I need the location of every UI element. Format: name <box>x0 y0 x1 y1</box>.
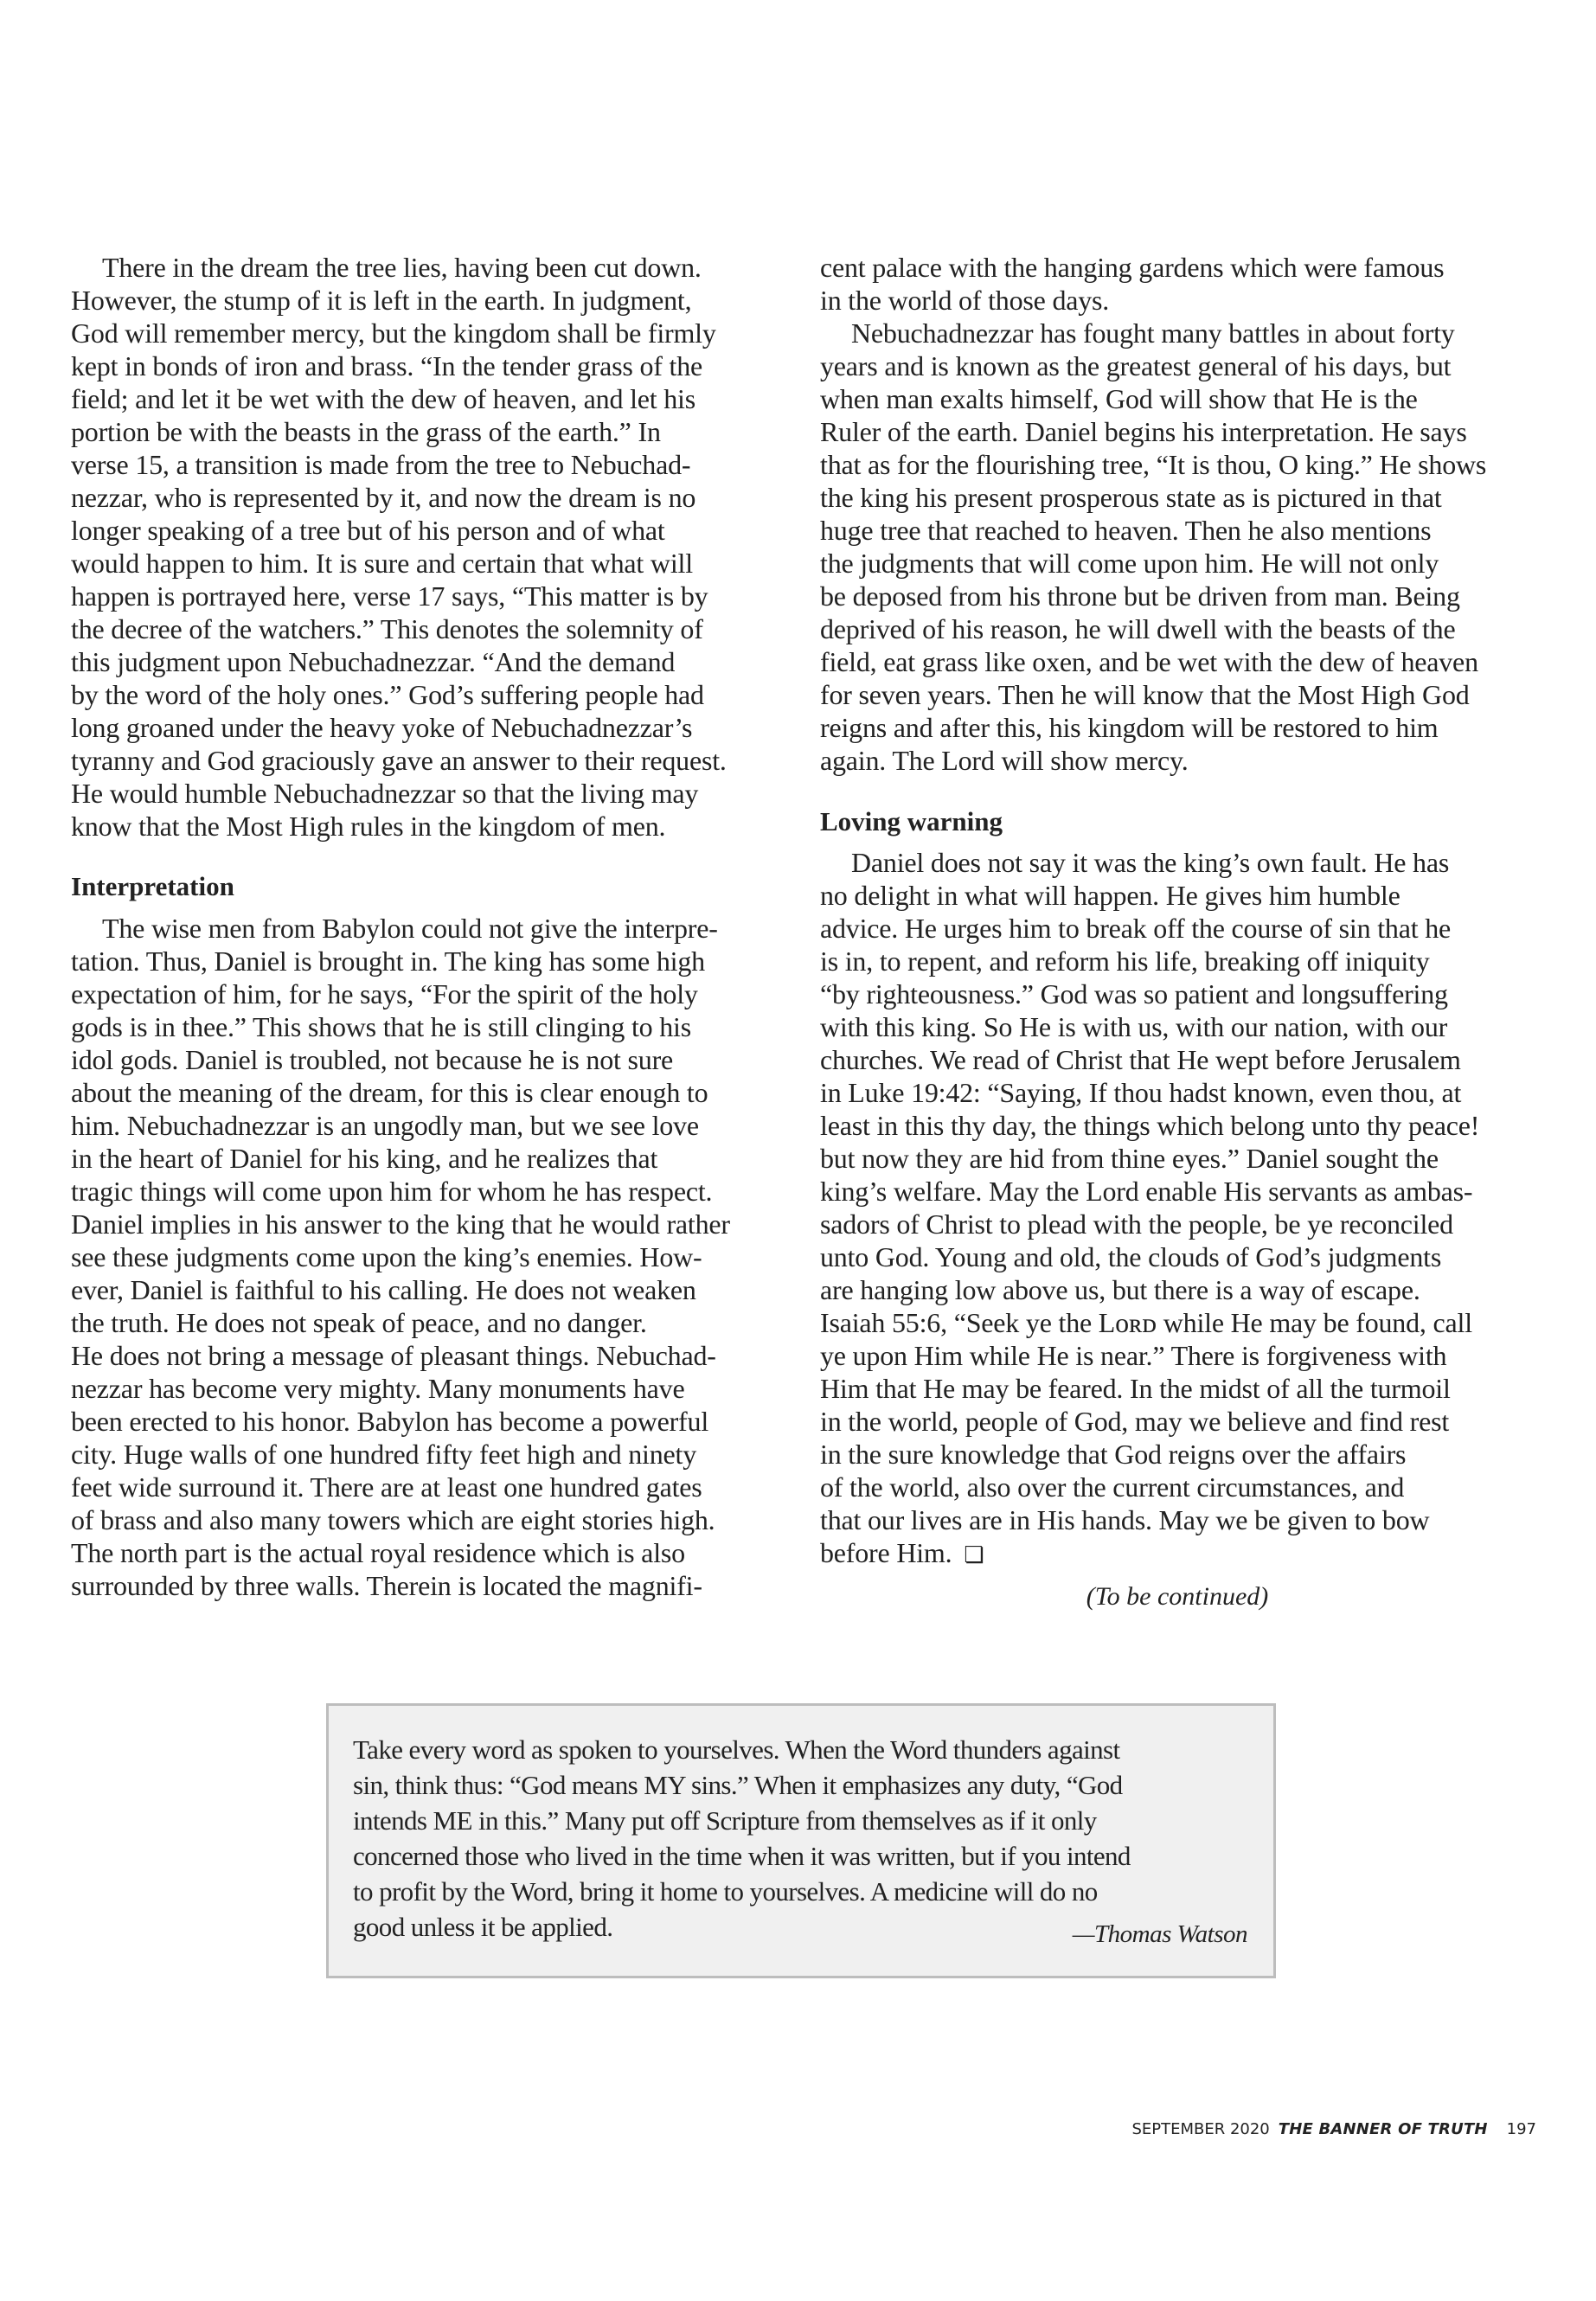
text-line: God will remember mercy, but the kingdom shall be firmly <box>71 317 716 349</box>
text-line: in the world, people of God, may we believe and find rest <box>820 1406 1450 1437</box>
quote-line: good unless it be applied. <box>353 1912 613 1942</box>
text-line: sadors of Christ to plead with the people, be ye reconciled <box>820 1208 1453 1240</box>
quote-line: Take every word as spoken to yourselves. When the Word thunders against <box>353 1734 1120 1765</box>
text-line: tation. Thus, Daniel is brought in. The king has some high <box>71 945 705 977</box>
text-line: The wise men from Babylon could not give the interpre- <box>102 913 718 944</box>
text-line: The north part is the actual royal residence which is also <box>71 1537 685 1568</box>
paragraph-continued <box>820 251 1535 317</box>
paragraph <box>71 912 785 1602</box>
text-line: feet wide surround it. There are at least one hundred gates <box>71 1471 702 1503</box>
text-line: know that the Most High rules in the kingdom of men. <box>71 811 666 842</box>
text-line: ye upon Him while He is near.” There is forgiveness with <box>820 1340 1447 1371</box>
magazine-title: THE BANNER OF TRUTH <box>1278 2120 1488 2138</box>
quote-box <box>326 1703 1276 1978</box>
end-mark-icon: ❏ <box>964 1542 984 1568</box>
text-line: that as for the flourishing tree, “It is thou, O king.” He shows <box>820 449 1487 480</box>
text-line: long groaned under the heavy yoke of Nebuchadnezzar’s <box>71 712 693 743</box>
paragraph <box>820 317 1535 777</box>
text-line: happen is portrayed here, verse 17 says, “This matter is by <box>71 580 708 612</box>
text-line: again. The Lord will show mercy. <box>820 745 1189 776</box>
text-line: Isaiah 55:6, “Seek ye the Lᴏʀᴅ while He may be found, call <box>820 1307 1472 1338</box>
text-line: see these judgments come upon the king’s enemies. How- <box>71 1241 702 1272</box>
section-heading-interpretation: Interpretation <box>71 871 234 901</box>
quote-line: intends ME in this.” Many put off Scripture from themselves as if it only <box>353 1805 1097 1836</box>
text-line: There in the dream the tree lies, having been cut down. <box>102 252 702 283</box>
text-line: portion be with the beasts in the grass of the earth.” In <box>71 416 661 447</box>
text-line: in the sure knowledge that God reigns over the affairs <box>820 1439 1407 1470</box>
section-heading-loving-warning: Loving warning <box>820 806 1003 836</box>
text-line: However, the stump of it is left in the earth. In judgment, <box>71 285 692 316</box>
text-line: been erected to his honor. Babylon has become a powerful <box>71 1406 709 1437</box>
right-column <box>820 251 1535 1569</box>
text-line: in the world of those days. <box>820 285 1110 316</box>
page-footer <box>1131 2120 1536 2138</box>
text-line: in Luke 19:42: “Saying, If thou hadst known, even thou, at <box>820 1077 1462 1108</box>
text-line: the truth. He does not speak of peace, and no danger. <box>71 1307 647 1338</box>
text-line: are hanging low above us, but there is a way of escape. <box>820 1274 1420 1305</box>
text-line: about the meaning of the dream, for this is clear enough to <box>71 1077 708 1108</box>
text-line: field; and let it be wet with the dew of heaven, and let his <box>71 383 696 414</box>
text-line: with this king. So He is with us, with our nation, with our <box>820 1011 1448 1042</box>
text-line: deprived of his reason, he will dwell with the beasts of the <box>820 613 1456 644</box>
text-line: expectation of him, for he says, “For the spirit of the holy <box>71 978 698 1009</box>
text-line: but now they are hid from thine eyes.” Daniel sought the <box>820 1143 1439 1174</box>
text-line: for seven years. Then he will know that the Most High God <box>820 679 1470 710</box>
text-line: is in, to repent, and reform his life, breaking off iniquity <box>820 945 1430 977</box>
text-line: when man exalts himself, God will show that He is the <box>820 383 1418 414</box>
text-line: no delight in what will happen. He gives him humble <box>820 880 1401 911</box>
text-line: nezzar, who is represented by it, and now the dream is no <box>71 482 696 513</box>
text-line: Daniel implies in his answer to the king that he would rather <box>71 1208 730 1240</box>
text-line: of the world, also over the current circumstances, and <box>820 1471 1405 1503</box>
page-number: 197 <box>1506 2120 1536 2138</box>
text-line: least in this thy day, the things which belong unto thy peace! <box>820 1110 1480 1141</box>
text-line: advice. He urges him to break off the course of sin that he <box>820 913 1452 944</box>
text-line: Nebuchadnezzar has fought many battles in about forty <box>851 317 1455 349</box>
text-line: kept in bonds of iron and brass. “In the tender grass of the <box>71 350 703 381</box>
text-line: would happen to him. It is sure and certain that what will <box>71 548 693 579</box>
text-line: the decree of the watchers.” This denotes the solemnity of <box>71 613 703 644</box>
text-line: years and is known as the greatest general of his days, but <box>820 350 1452 381</box>
text-line: verse 15, a transition is made from the tree to Nebuchad- <box>71 449 691 480</box>
text-line: in the heart of Daniel for his king, and he realizes that <box>71 1143 658 1174</box>
text-line: He does not bring a message of pleasant things. Nebuchad- <box>71 1340 716 1371</box>
quote-attribution: —Thomas Watson <box>1072 1920 1247 1948</box>
quote-line: sin, think thus: “God means MY sins.” When it emphasizes any duty, “God <box>353 1770 1123 1800</box>
text-line: cent palace with the hanging gardens which were famous <box>820 252 1445 283</box>
paragraph <box>820 846 1535 1569</box>
text-line: Him that He may be feared. In the midst of all the turmoil <box>820 1373 1451 1404</box>
text-line: huge tree that reached to heaven. Then he also mentions <box>820 515 1432 546</box>
to-be-continued: (To be continued) <box>1086 1582 1269 1611</box>
quote-line: concerned those who lived in the time when it was written, but if you intend <box>353 1841 1131 1871</box>
text-line: Daniel does not say it was the king’s own fault. He has <box>851 847 1450 878</box>
paragraph <box>71 251 785 843</box>
text-line: king’s welfare. May the Lord enable His servants as ambas- <box>820 1176 1473 1207</box>
text-line: nezzar has become very mighty. Many monuments have <box>71 1373 685 1404</box>
text-line: surrounded by three walls. Therein is located the magnifi- <box>71 1570 702 1601</box>
issue-date: SEPTEMBER 2020 <box>1131 2120 1270 2138</box>
text-line: the judgments that will come upon him. He will not only <box>820 548 1439 579</box>
text-line: idol gods. Daniel is troubled, not because he is not sure <box>71 1044 674 1075</box>
last-line <box>820 1536 1535 1569</box>
text-line: gods is in thee.” This shows that he is still clinging to his <box>71 1011 691 1042</box>
text-line: tyranny and God graciously gave an answer to their request. <box>71 745 727 776</box>
text-line: tragic things will come upon him for whom he has respect. <box>71 1176 713 1207</box>
text-line: field, eat grass like oxen, and be wet with the dew of heaven <box>820 646 1478 677</box>
text-line: by the word of the holy ones.” God’s suffering people had <box>71 679 704 710</box>
text-line: city. Huge walls of one hundred fifty feet high and ninety <box>71 1439 697 1470</box>
quote-line: to profit by the Word, bring it home to yourselves. A medicine will do no <box>353 1876 1098 1907</box>
text-line: “by righteousness.” God was so patient and longsuffering <box>820 978 1448 1009</box>
text-line: reigns and after this, his kingdom will be restored to him <box>820 712 1439 743</box>
text-line: ever, Daniel is faithful to his calling. He does not weaken <box>71 1274 696 1305</box>
text-line: be deposed from his throne but be driven from man. Being <box>820 580 1460 612</box>
text-line: churches. We read of Christ that He wept before Jerusalem <box>820 1044 1461 1075</box>
text-line: that our lives are in His hands. May we be given to bow <box>820 1504 1430 1535</box>
text-line: longer speaking of a tree but of his person and of what <box>71 515 665 546</box>
text-line: this judgment upon Nebuchadnezzar. “And the demand <box>71 646 676 677</box>
text-line: Ruler of the earth. Daniel begins his interpretation. He says <box>820 416 1467 447</box>
text-line: the king his present prosperous state as is pictured in that <box>820 482 1442 513</box>
text-line: of brass and also many towers which are eight stories high. <box>71 1504 715 1535</box>
text-line: before Him. <box>820 1537 952 1568</box>
text-line: unto God. Young and old, the clouds of God’s judgments <box>820 1241 1442 1272</box>
text-line: He would humble Nebuchadnezzar so that the living may <box>71 778 699 809</box>
text-line: him. Nebuchadnezzar is an ungodly man, but we see love <box>71 1110 699 1141</box>
left-column <box>71 251 785 1602</box>
